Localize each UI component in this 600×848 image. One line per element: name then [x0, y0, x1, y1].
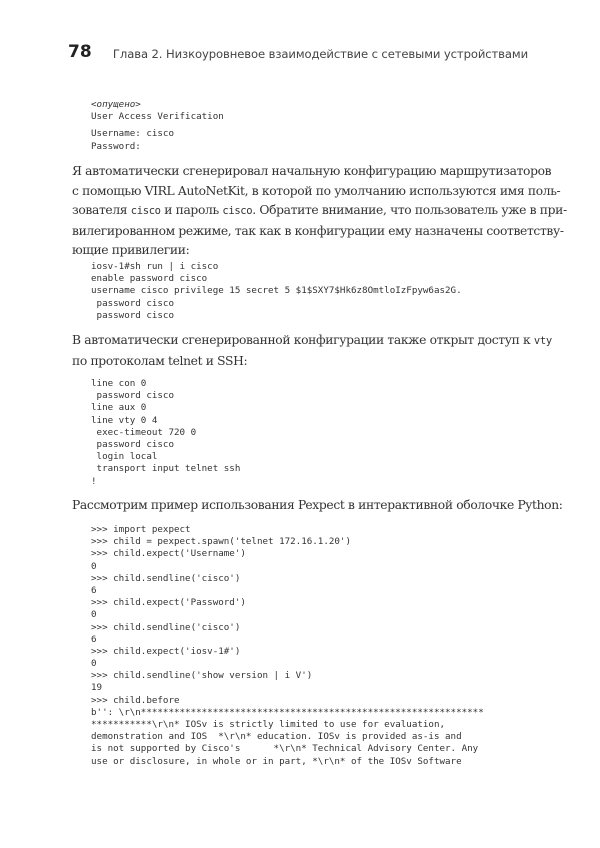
text: В автоматически сгенерированной конфигурации также открыт доступ к	[72, 333, 534, 347]
code-line: use or disclosure, in whole or in part, *\r\n* of the IOSv Software	[91, 755, 462, 767]
code-line: is not supported by Cisco's *\r\n* Technical Advisory Center. Any	[91, 743, 479, 755]
code-line: >>> child.expect('Password')	[91, 597, 246, 609]
code-line: exec-timeout 720 0	[91, 426, 197, 438]
code-line: 6	[91, 633, 97, 645]
code-line: username cisco privilege 15 secret 5 $1$SXY7$Hk6z8OmtloIzFpyw6as2G.	[91, 285, 462, 297]
code-line: >>> child.before	[91, 694, 180, 706]
code-block-line-config	[91, 378, 240, 488]
code-line: line aux 0	[91, 402, 147, 414]
inline-code: cisco	[130, 205, 161, 217]
code-line: Password:	[91, 140, 141, 152]
text-line: по протоколам telnet и SSH:	[72, 353, 248, 368]
code-line: line con 0	[91, 378, 147, 389]
code-line: !	[91, 475, 97, 487]
text: и пароль	[160, 203, 223, 217]
text-line	[72, 331, 552, 352]
code-line: password cisco	[91, 297, 174, 309]
code-line: >>> child.sendline('show version | i V')	[91, 670, 313, 682]
omitted-marker: <опущено>	[91, 99, 141, 110]
text-line: ющие привилегии:	[72, 243, 190, 257]
text-line: Рассмотрим пример использования Pexpect в интерактивной оболочке Python:	[72, 498, 563, 512]
code-line: User Access Verification	[91, 111, 224, 123]
code-line: >>> child.sendline('cisco')	[91, 621, 241, 633]
code-line: password cisco	[91, 390, 174, 402]
inline-code: cisco	[222, 205, 253, 217]
text: . Обратите внимание, что пользователь уже в при-	[252, 203, 567, 217]
text-line: вилегированном режиме, так как в конфигурации ему назначены соответству-	[72, 223, 564, 238]
code-line: >>> child = pexpect.spawn('telnet 172.16.1.20')	[91, 536, 351, 548]
code-line: transport input telnet ssh	[91, 463, 241, 475]
code-block-login	[91, 99, 224, 153]
code-line: 0	[91, 609, 97, 621]
code-line: Username: cisco	[91, 128, 174, 140]
paragraph-autonetkit	[72, 162, 567, 261]
text-line	[72, 201, 567, 222]
code-line: password cisco	[91, 309, 174, 321]
text-line: Я автоматически сгенерировал начальную конфигурацию маршрутизаторов	[72, 164, 552, 178]
code-line: iosv-1#sh run | i cisco	[91, 261, 219, 272]
code-line: login local	[91, 451, 158, 463]
code-line: 6	[91, 584, 97, 596]
code-line: >>> child.expect('Username')	[91, 548, 246, 560]
page-number: 78	[68, 42, 92, 62]
code-line: >>> child.expect('iosv-1#')	[91, 645, 241, 657]
code-line: password cisco	[91, 438, 174, 450]
code-line: >>> child.sendline('cisco')	[91, 572, 241, 584]
paragraph-pexpect	[72, 496, 563, 516]
text-line: с помощью VIRL AutoNetKit, в которой по умолчанию используются имя поль-	[72, 183, 561, 198]
text: зователя	[72, 203, 131, 217]
code-line: ***********\r\n* IOSv is strictly limited to use for evaluation,	[91, 719, 446, 730]
code-block-sh-run	[91, 261, 462, 322]
code-block-pexpect-session	[91, 524, 484, 768]
code-line: demonstration and IOS *\r\n* education. IOSv is provided as-is and	[91, 731, 462, 743]
running-title: Глава 2. Низкоуровневое взаимодействие с сетевыми устройствами	[112, 47, 528, 61]
inline-code: vty	[533, 335, 552, 347]
code-line: line vty 0 4	[91, 414, 158, 426]
paragraph-vty	[72, 331, 552, 371]
code-line: 0	[91, 560, 97, 572]
code-line: >>> import pexpect	[91, 524, 191, 535]
code-line: 19	[91, 682, 103, 694]
code-line: b'': \r\n**************************************************************	[91, 706, 484, 718]
code-line: 0	[91, 658, 97, 670]
code-line: enable password cisco	[91, 273, 208, 285]
